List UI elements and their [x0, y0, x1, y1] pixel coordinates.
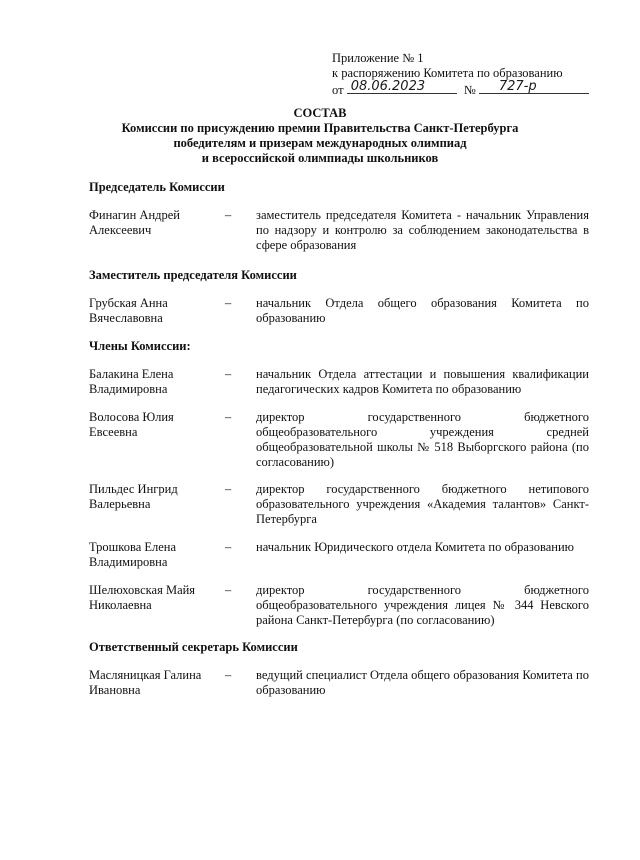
member-name: Пильдес Ингрид Валерьевна	[89, 482, 178, 511]
dash: –	[225, 583, 232, 597]
member-name: Волосова Юлия Евсеевна	[89, 410, 174, 439]
member-name: Грубская Анна Вячеславовна	[89, 296, 168, 325]
date-field	[347, 81, 457, 94]
appendix-date-number-line	[332, 81, 589, 96]
title-line-1: СОСТАВ	[293, 106, 347, 120]
dash: –	[225, 482, 232, 496]
dash: –	[225, 208, 232, 222]
handwritten-number: 727-р	[498, 79, 537, 94]
date-prefix: от	[332, 83, 344, 97]
member-name: Финагин Андрей Алексеевич	[89, 208, 180, 237]
appendix-number: Приложение № 1	[332, 51, 424, 65]
member-position: начальник Отдела аттестации и повышения квалификации педагогических кадров Комитета по образованию	[256, 367, 589, 396]
title-line-2: Комиссии по присуждению премии Правительства Санкт-Петербурга	[121, 121, 519, 135]
member-position: директор государственного бюджетного нетипового образовательного учреждения «Академия талантов» Санкт-Петербурга	[256, 482, 589, 526]
appendix-reference: к распоряжению Комитета по образованию	[332, 66, 563, 80]
section-secretary: Ответственный секретарь Комиссии	[89, 640, 298, 654]
dash: –	[225, 367, 232, 381]
member-position: директор государственного бюджетного общеобразовательного учреждения лицея № 344 Невского района Санкт-Петербурга (по согласованию)	[256, 583, 589, 627]
title-line-3: победителям и призерам международных олимпиад	[173, 136, 467, 150]
member-name: Масляницкая Галина Ивановна	[89, 668, 202, 697]
member-name: Шелюховская Майя Николаевна	[89, 583, 196, 612]
member-position: ведущий специалист Отдела общего образования Комитета по образованию	[256, 668, 589, 697]
dash: –	[225, 296, 232, 310]
title-line-4: и всероссийской олимпиады школьников	[201, 151, 439, 165]
member-position: директор государственного бюджетного общеобразовательного учреждения средней общеобразовательной школы № 518 Выборгского района (по согласованию)	[256, 410, 589, 469]
handwritten-date: 08.06.2023	[350, 79, 426, 94]
number-field	[479, 81, 589, 94]
dash: –	[225, 540, 232, 554]
member-position: начальник Отдела общего образования Комитета по образованию	[256, 296, 589, 325]
dash: –	[225, 668, 232, 682]
section-chair: Председатель Комиссии	[89, 180, 225, 194]
member-position: начальник Юридического отдела Комитета по образованию	[256, 540, 575, 554]
section-deputy: Заместитель председателя Комиссии	[89, 268, 297, 282]
dash: –	[225, 410, 232, 424]
document-title	[0, 106, 640, 166]
appendix-block	[332, 51, 589, 96]
member-name: Трошкова Елена Владимировна	[89, 540, 177, 569]
number-prefix: №	[463, 83, 476, 97]
member-name: Балакина Елена Владимировна	[89, 367, 174, 396]
section-members: Члены Комиссии:	[89, 339, 191, 353]
member-position: заместитель председателя Комитета - начальник Управления по надзору и контролю за соблюдением законодательства в сфере образования	[256, 208, 589, 252]
